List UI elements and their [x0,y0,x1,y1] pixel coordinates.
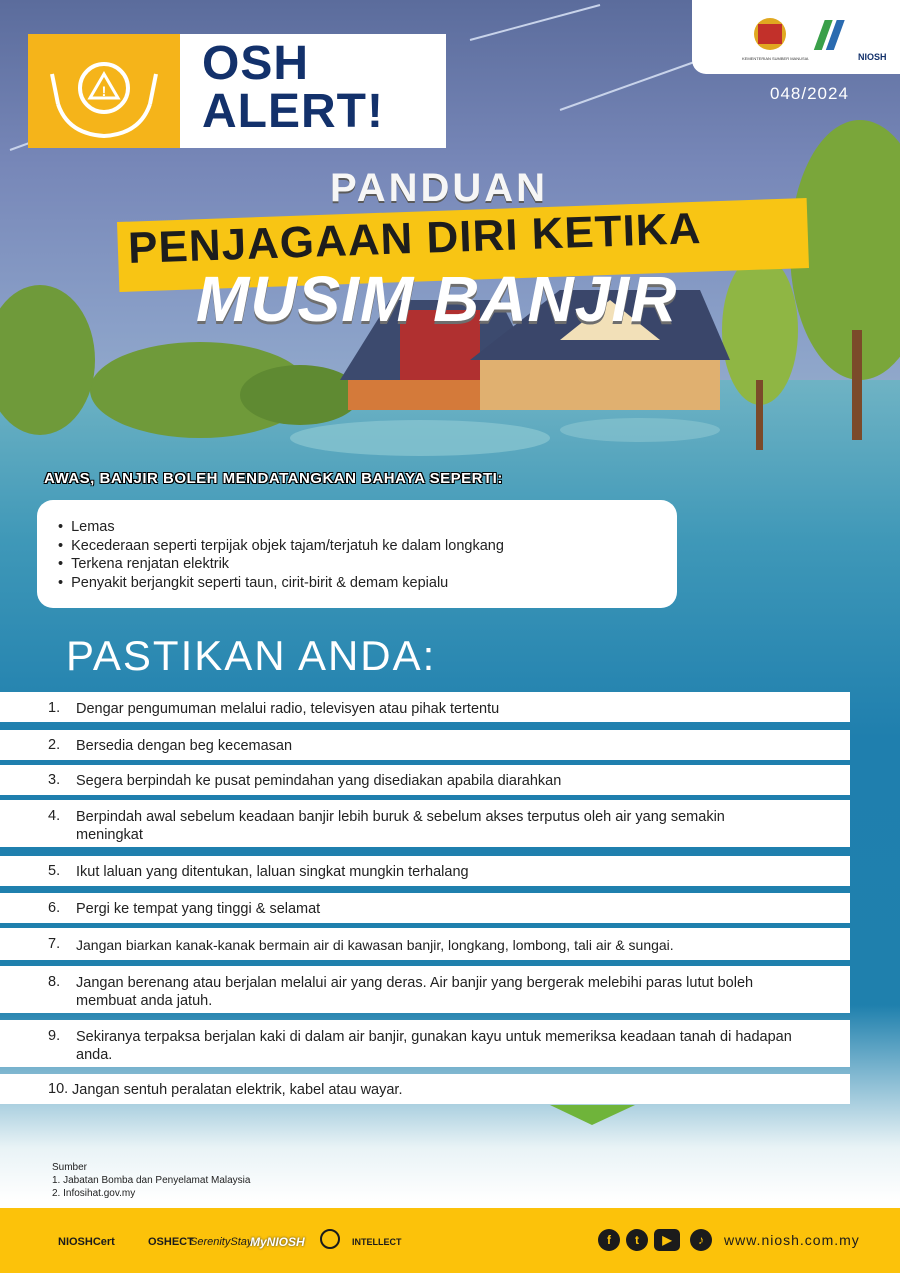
step-row [0,1074,850,1104]
facebook-icon[interactable]: f [598,1229,620,1251]
partner-emblem-icon [320,1229,340,1251]
step-text: Ikut laluan yang ditentukan, laluan singkat mungkin terhalang [76,864,469,880]
reference-number: 048/2024 [770,84,849,103]
step-row [0,893,850,923]
step-text: Pergi ke tempat yang tinggi & selamat [76,901,321,917]
title-line-3: MUSIM BANJIR [196,263,678,335]
title-line-2: PENJAGAAN DIRI KETIKA [127,204,703,273]
partner-logo-oshect: OSHECT [148,1236,194,1248]
step-number: 6. [48,900,61,916]
osh-alert-title [202,37,384,138]
step-row [0,730,850,760]
source-item: 1. Jabatan Bomba dan Penyelamat Malaysia [52,1175,251,1186]
partner-logo-intellect: INTELLECT [352,1237,402,1247]
list-item: • Lemas [58,518,504,537]
hazards-list [58,518,504,592]
step-text: Sekiranya terpaksa berjalan kaki di dalam air banjir, gunakan kayu untuk memeriksa keadaan tanah di hadapan anda. [76,1029,792,1063]
government-crest-icon [692,0,900,74]
step-number: 1. [48,700,61,716]
step-row [0,765,850,795]
step-number: 7. [48,936,61,952]
step-row [0,966,850,1013]
step-row [0,692,850,722]
partner-logo-serenitystay: SerenityStay [190,1236,253,1248]
step-number: 9. [48,1028,61,1044]
step-row [0,800,850,847]
svg-text:!: ! [101,83,107,99]
step-number: 2. [48,737,61,753]
ministry-caption: KEMENTERIAN SUMBER MANUSIA [742,56,809,61]
step-number: 10. [48,1081,69,1097]
step-text: Segera berpindah ke pusat pemindahan yang disediakan apabila diarahkan [76,773,562,789]
website-link[interactable]: www.niosh.com.my [724,1232,860,1248]
alert-line-1: OSH [202,37,310,90]
step-text: Jangan biarkan kanak-kanak bermain air di kawasan banjir, longkang, lombong, tali air & sungai. [76,937,674,953]
steps-heading: PASTIKAN ANDA: [66,632,437,679]
hands-alert-icon [28,34,180,148]
step-text: Bersedia dengan beg kecemasan [76,738,293,754]
partner-logo-myniosh: MyNIOSH [250,1235,305,1249]
tiktok-icon[interactable]: ♪ [690,1229,712,1251]
step-number: 4. [48,808,61,824]
step-number: 3. [48,772,61,788]
alert-line-2: ALERT! [202,85,384,138]
step-row [0,1020,850,1067]
sources-heading: Sumber [52,1162,88,1173]
step-text: Jangan sentuh peralatan elektrik, kabel atau wayar. [72,1082,403,1098]
step-number: 8. [48,974,61,990]
list-item: • Kecederaan seperti terpijak objek tajam/terjatuh ke dalam longkang [58,537,504,556]
youtube-icon[interactable]: ▶ [654,1229,680,1251]
step-text: Jangan berenang atau berjalan melalui air yang deras. Air banjir yang bergerak melebihi paras lutut boleh membuat anda jatuh. [76,975,754,1009]
step-text: Berpindah awal sebelum keadaan banjir lebih buruk & sebelum akses terputus oleh air yang semakin meningkat [76,809,725,843]
list-item: • Terkena renjatan elektrik [58,555,504,574]
logo-card [692,0,900,74]
green-arrow-decoration [550,1105,635,1127]
list-item: • Penyakit berjangkit seperti taun, cirit-birit & demam kepialu [58,574,504,593]
step-number: 5. [48,863,61,879]
title-line-1: PANDUAN [330,166,549,210]
niosh-logo-text: NIOSH [858,52,887,62]
source-item: 2. Infosihat.gov.my [52,1188,136,1199]
sources [52,1161,250,1200]
step-row [0,928,850,960]
partner-logo-nioshcert: NIOSHCert [58,1236,115,1248]
step-row [0,856,850,886]
twitter-icon[interactable]: t [626,1229,648,1251]
hazards-heading: AWAS, BANJIR BOLEH MENDATANGKAN BAHAYA SEPERTI: [44,470,503,487]
step-text: Dengar pengumuman melalui radio, televisyen atau pihak tertentu [76,701,500,717]
